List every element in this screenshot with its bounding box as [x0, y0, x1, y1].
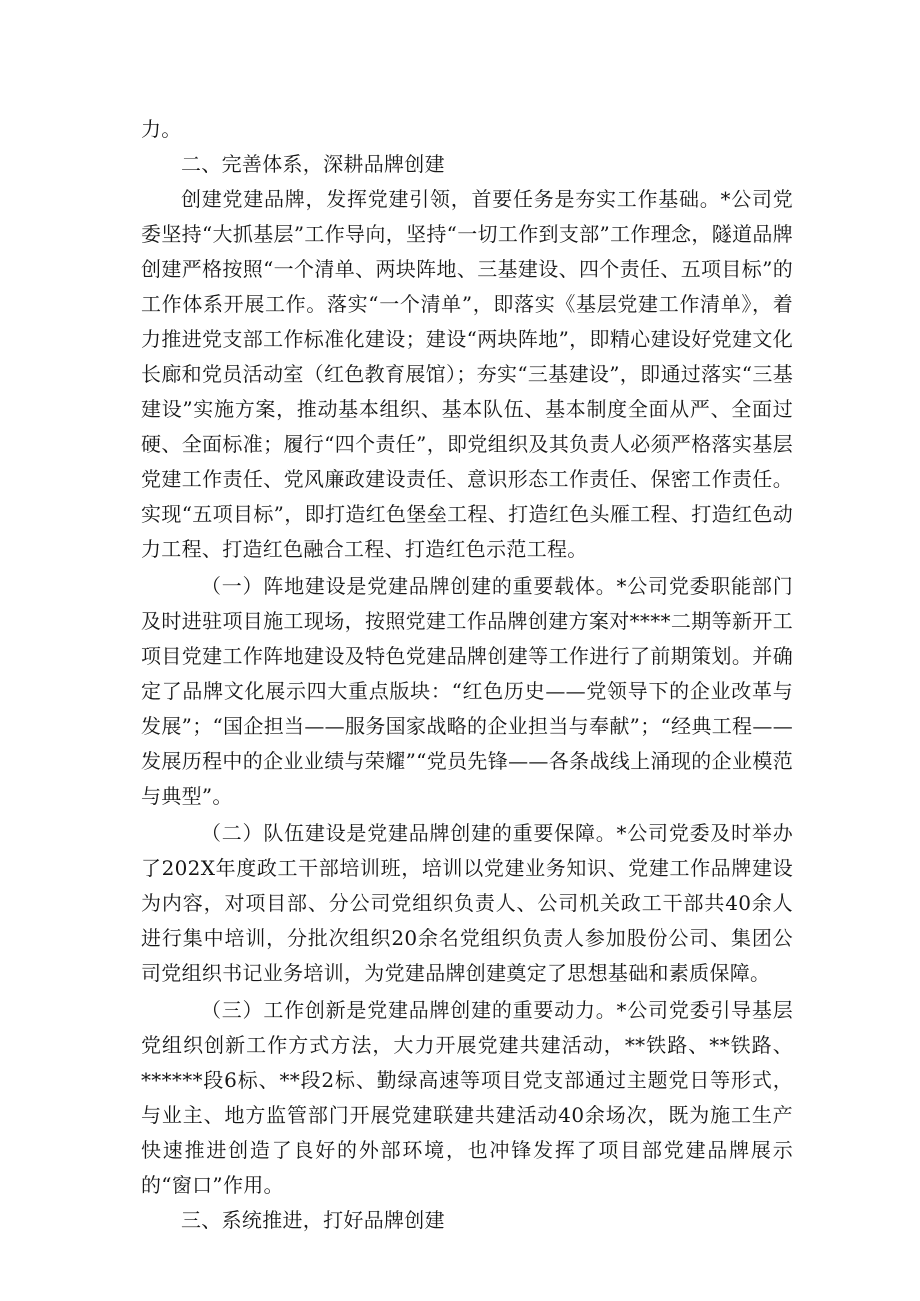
paragraph-team: （二）队伍建设是党建品牌创建的重要保障。*公司党委及时举办了202X年度政工干部培训班，培训以党建业务知识、党建工作品牌建设为内容，对项目部、分公司党组织负责人、公司机关政工干部共40余人进行集中培训，分批次组织20余名党组织负责人参加股份公司、集团公司党组织书记业务培训，为党建品牌创建奠定了思想基础和素质保障。 — [141, 821, 793, 985]
section-heading-2: 二、完善体系，深耕品牌创建 — [181, 152, 445, 176]
paragraph-intro: 创建党建品牌，发挥党建引领，首要任务是夯实工作基础。*公司党委坚持“大抓基层”工作导向，坚持“一切工作到支部”工作理念，隧道品牌创建严格按照“一个清单、两块阵地、三基建设、四个责任、五项目标”的工作体系开展工作。落实“一个清单”，即落实《基层党建工作清单》，着力推进党支部工作标准化建设；建设“两块阵地”，即精心建设好党建文化长廊和党员活动室（红色教育展馆）；夯实“三基建设”，即通过落实“三基建设”实施方案，推动基本组织、基本队伍、基本制度全面从严、全面过硬、全面标准；履行“四个责任”，即党组织及其负责人必须严格落实基层党建工作责任、党风廉政建设责任、意识形态工作责任、保密工作责任。实现“五项目标”，即打造红色堡垒工程、打造红色头雁工程、打造红色动力工程、打造红色融合工程、打造红色示范工程。 — [141, 187, 793, 561]
document-body — [141, 112, 793, 1238]
carryover-text: 力。 — [141, 117, 182, 141]
paragraph-innovation: （三）工作创新是党建品牌创建的重要动力。*公司党委引导基层党组织创新工作方式方法，大力开展党建共建活动，**铁路、**铁路、******段6标、**段2标、勤绿高速等项目党支部通过主题党日等形式，与业主、地方监管部门开展党建联建共建活动40余场次，既为施工生产快速推进创造了良好的外部环境，也冲锋发挥了项目部党建品牌展示的“窗口”作用。 — [141, 998, 793, 1197]
paragraph-positions: （一）阵地建设是党建品牌创建的重要载体。*公司党委职能部门及时进驻项目施工现场，按照党建工作品牌创建方案对****二期等新开工项目党建工作阵地建设及特色党建品牌创建等工作进行了前期策划。并确定了品牌文化展示四大重点版块：“红色历史——党领导下的企业改革与发展”；“国企担当——服务国家战略的企业担当与奉献”；“经典工程——发展历程中的企业业绩与荣耀”“党员先锋——各条战线上涌现的企业模范与典型”。 — [141, 574, 793, 808]
section-heading-3: 三、系统推进，打好品牌创建 — [181, 1208, 445, 1232]
